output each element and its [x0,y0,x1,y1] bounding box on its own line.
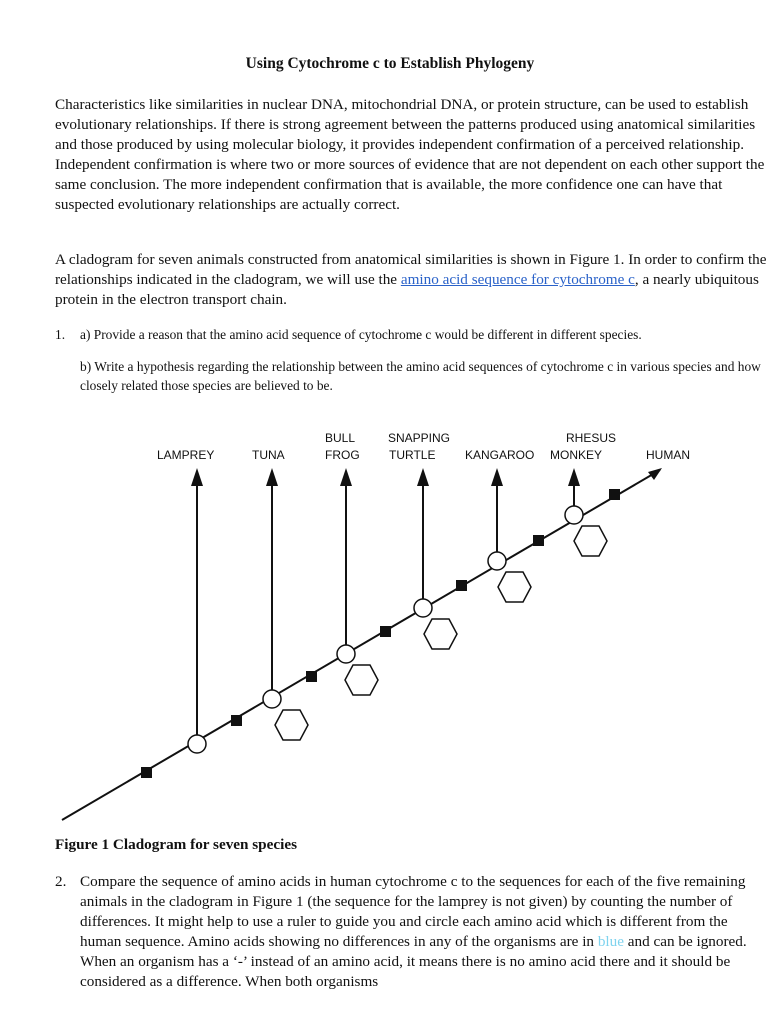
label-lamprey: LAMPREY [157,448,215,462]
label-human: HUMAN [646,448,690,462]
cladogram-intro-paragraph [55,250,767,310]
question-2-text [80,872,770,992]
arrow-lamprey-icon [191,468,203,486]
para2-text-before: A cladogram for seven animals constructed from anatomical similarities is shown in Figure 1. In order to confirm the relationships indicated in the cladogram, we will use the [55,251,767,288]
para2-text-after: , a nearly ubiquitous protein in the electron transport chain. [55,271,759,308]
node-circle [337,645,355,663]
trait-marker-square [609,489,620,500]
node-circle [565,506,583,524]
label-frog: FROG [325,448,360,462]
label-kangaroo: KANGAROO [465,448,535,462]
label-turtle: TURTLE [389,448,436,462]
question-2-number: 2. [55,873,67,890]
cladogram-figure [0,420,780,830]
blue-word: blue [597,933,624,950]
node-circle [414,599,432,617]
node-circle [488,552,506,570]
arrow-kangaroo-icon [491,468,503,486]
arrow-tuna-icon [266,468,278,486]
cladogram-main-arrowhead [648,468,662,480]
trait-marker-square [306,671,317,682]
hexagon-icon [345,665,378,695]
intro-paragraph: Characteristics like similarities in nuclear DNA, mitochondrial DNA, or protein structure, can be used to establish evolutionary relationships. If there is strong agreement between the patterns produced using anatomical similarities and those produced by using molecular biology, it provides independent confirmation of a perceived relationship. Independent confirmation is where two or more sources of evidence that are not dependent on each other support the same conclusion. The more independent confirmation that is available, the more confidence one can have that suspected evolutionary relationships are actually correct. [55,96,765,213]
label-bull: BULL [325,431,356,445]
label-snapping: SNAPPING [388,431,451,445]
question-2-text-before: Compare the sequence of amino acids in human cytochrome c to the sequences for each of the five remaining animals in the cladogram in Figure 1 (the sequence for the lamprey is not given) by counting the number of differences. It might help to use a ruler to guide you and circle each amino acid which is different from the human sequence. Amino acids showing no differences in any of the organisms are in [80,873,746,950]
arrow-rhesus-icon [568,468,580,486]
question-1-number: 1. [55,327,66,342]
question-1a: a) Provide a reason that the amino acid sequence of cytochrome c would be different in different species. [80,327,642,342]
label-rhesus: RHESUS [566,431,617,445]
cytochrome-c-link[interactable]: amino acid sequence for cytochrome c [400,271,635,288]
arrow-turtle-icon [417,468,429,486]
figure-caption: Figure 1 Cladogram for seven species [55,836,297,853]
hexagon-icon [275,710,308,740]
node-circle [188,735,206,753]
hexagon-icon [574,526,607,556]
arrow-bullfrog-icon [340,468,352,486]
question-2-text-after: and can be ignored. When an organism has a ‘-’ instead of an amino acid, it means there is no amino acid there and it should be considered as a difference. When both organisms [80,933,747,990]
label-tuna: TUNA [252,448,285,462]
hexagon-icon [498,572,531,602]
trait-marker-square [456,580,467,591]
label-monkey: MONKEY [550,448,603,462]
trait-marker-square [141,767,152,778]
node-circle [263,690,281,708]
trait-marker-square [380,626,391,637]
document-title: Using Cytochrome c to Establish Phylogeny [245,55,535,72]
trait-marker-square [231,715,242,726]
question-1b: b) Write a hypothesis regarding the relationship between the amino acid sequences of cytochrome c in various species and how closely related those species are believed to be. [80,359,761,393]
hexagon-icon [424,619,457,649]
trait-marker-square [533,535,544,546]
